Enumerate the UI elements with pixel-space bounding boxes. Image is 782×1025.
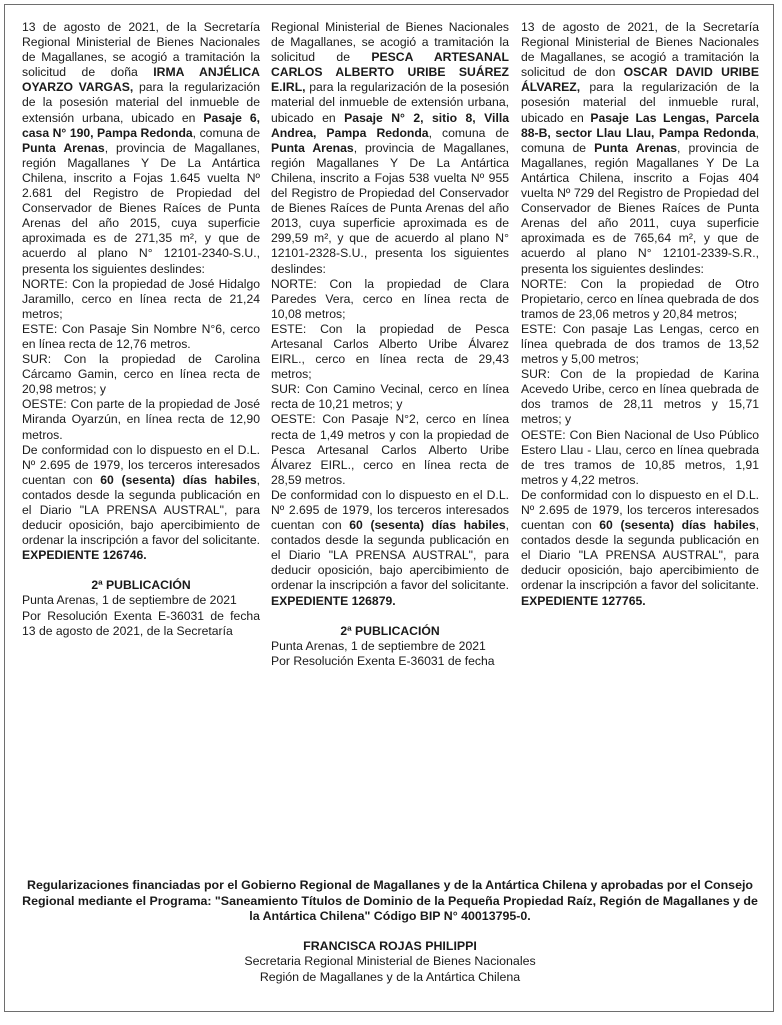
body-text: , comuna de xyxy=(428,125,509,140)
body-text: 13 de agosto de 2021, de la Secretaría Regional Ministerial de Bienes Nacionales de Magallanes, se acogió a tramitación la solicitud de doña xyxy=(22,20,260,80)
publication-date: Punta Arenas, 1 de septiembre de 2021 xyxy=(22,593,237,608)
commune-name: Punta Arenas xyxy=(22,140,105,155)
commune-name: Punta Arenas xyxy=(271,140,354,155)
body-text: para la regularización de la posesión material del inmueble rural, ubicado en xyxy=(521,80,759,125)
body-text: , contados desde la segunda publicación en el Diario "LA PRENSA AUSTRAL", para deducir oposición, bajo apercibimiento de ordenar la inscripción a favor del solicitante. xyxy=(22,472,261,548)
body-text: , provincia de Magallanes, región Magallanes Y De La Antártica Chilena, inscrito a Fojas 1.645 vuelta Nº 2.681 del Registro de Propiedad del Conservador de Bienes Raíces de Punta Arenas del año 2015, cuya superficie aproximada es de 271,35 m², y que de acuerdo al plano N° 12101-2340-S.U., presenta los siguientes deslindes: xyxy=(22,140,260,276)
column-3 xyxy=(521,20,759,609)
signatory-name: FRANCISCA ROJAS PHILIPPI xyxy=(303,938,477,953)
deadline-days: 60 (sesenta) días habiles xyxy=(100,472,257,487)
body-text: , contados desde la segunda publicación en el Diario "LA PRENSA AUSTRAL", para deducir oposición, bajo apercibimiento de ordenar la inscripción a favor del solicitante. xyxy=(271,518,510,593)
boundary-north: NORTE: Con la propiedad de Otro Propietario, cerco en línea quebrada de dos tramos de 23,06 metros y 20,84 metros; xyxy=(521,276,759,321)
column-1 xyxy=(22,20,260,639)
deadline-days: 60 (sesenta) días habiles xyxy=(349,518,506,533)
boundary-north: NORTE: Con la propiedad de Clara Paredes Vera, cerco en línea recta de 10,08 metros; xyxy=(271,276,509,321)
body-text: , comuna de xyxy=(192,125,261,140)
notice-body xyxy=(22,20,260,277)
body-text: , contados desde la segunda publicación en el Diario "LA PRENSA AUSTRAL", para deducir oposición, bajo apercibimiento de ordenar la inscripción a favor del solicitante. xyxy=(521,518,760,593)
body-text: , provincia de Magallanes, región Magallanes Y De La Antártica Chilena, inscrito a Fojas 404 vuelta Nº 729 del Registro de Propiedad del Conservador de Bienes Raíces de Punta Arenas del año 2011, cuya superficie aproximada es de 765,64 m², y que de acuerdo al plano N° 12101-2339-S.R., presenta los siguientes deslindes: xyxy=(521,140,759,276)
footer xyxy=(20,878,760,985)
body-text: Regional Ministerial de Bienes Nacionales de Magallanes, se acogió a tramitación la solicitud de xyxy=(271,20,509,65)
applicant-name: IRMA ANJÉLICA OYARZO VARGAS, xyxy=(22,65,260,95)
body-text: De conformidad con lo dispuesto en el D.L. Nº 2.695 de 1979, los terceros interesados cuentan con xyxy=(521,487,759,533)
boundary-west: OESTE: Con parte de la propiedad de José Miranda Oyarzún, en línea recta de 12,90 metros. xyxy=(22,397,260,442)
boundary-south: SUR: Con de la propiedad de Karina Acevedo Uribe, cerco en línea quebrada de dos tramos de 28,11 metros y 15,71 metros; y xyxy=(521,367,759,427)
commune-name: Punta Arenas xyxy=(594,140,678,155)
boundary-north: NORTE: Con la propiedad de José Hidalgo Jaramillo, cerco en línea recta de 21,24 metros; xyxy=(22,276,260,321)
applicant-name: PESCA ARTESANAL CARLOS ALBERTO URIBE SUÁREZ E.IRL, xyxy=(271,50,510,95)
column-2 xyxy=(271,20,509,669)
body-text: De conformidad con lo dispuesto en el D.L. Nº 2.695 de 1979, los terceros interesados cuentan con xyxy=(22,442,260,487)
body-text: 13 de agosto de 2021, de la Secretaría Regional Ministerial de Bienes Nacionales de Magallanes, se acogió a tramitación la solicitud de don xyxy=(521,20,759,80)
boundary-west: OESTE: Con Bien Nacional de Uso Público Estero Llau - Llau, cerco en línea quebrada de tres tramos de 10,85 metros, 1,91 metros y 4,22 metros. xyxy=(521,427,759,487)
deadline-days: 60 (sesenta) días habiles xyxy=(599,518,756,533)
signatory-title: Secretaria Regional Ministerial de Bienes Nacionales xyxy=(244,954,536,968)
property-address: Pasaje 6, casa N° 190, Pampa Redonda xyxy=(22,110,260,140)
signatory-region: Región de Magallanes y de la Antártica Chilena xyxy=(259,969,521,984)
resolution-line: Por Resolución Exenta E-36031 de fecha xyxy=(271,653,495,668)
body-text: para la regularización de la posesión material del inmueble de extensión urbana, ubicado en xyxy=(271,80,509,125)
notice-body xyxy=(271,20,509,277)
notice-closing xyxy=(271,488,509,609)
funding-note: Regularizaciones financiadas por el Gobierno Regional de Magallanes y de la Antártica Chilena y aprobadas por el Consejo Regional mediante el Programa: "Saneamiento Títulos de Dominio de la Pequeña Propiedad Raíz, Región de Magallanes y de la Antártica Chilena" Código BIP N° 40013795-0. xyxy=(22,878,758,923)
body-text: , comuna de xyxy=(521,125,759,155)
expediente-number: EXPEDIENTE 126879. xyxy=(271,593,396,608)
publication-date: Punta Arenas, 1 de septiembre de 2021 xyxy=(271,638,486,653)
resolution-line: Por Resolución Exenta E-36031 de fecha 13 de agosto de 2021, de la Secretaría xyxy=(22,608,260,638)
boundary-south: SUR: Con la propiedad de Carolina Cárcamo Gamin, cerco en línea recta de 20,98 metros; y xyxy=(22,352,260,397)
boundary-west: OESTE: Con Pasaje N°2, cerco en línea recta de 1,49 metros y con la propiedad de Pesca Artesanal Carlos Alberto Uribe Álvarez EIRL., cerco en línea recta de 28,59 metros. xyxy=(271,412,509,487)
publication-heading: 2ª PUBLICACIÓN xyxy=(340,623,440,638)
boundary-south: SUR: Con Camino Vecinal, cerco en línea recta de 10,21 metros; y xyxy=(271,382,509,412)
property-address: Pasaje Las Lengas, Parcela 88-B, sector Llau Llau, Pampa Redonda xyxy=(521,110,759,140)
applicant-name: OSCAR DAVID URIBE ÁLVAREZ, xyxy=(521,65,759,95)
boundary-east: ESTE: Con pasaje Las Lengas, cerco en línea quebrada de dos tramos de 13,52 metros y 5,00 metros; xyxy=(521,321,759,367)
property-address: Pasaje N° 2, sitio 8, Villa Andrea, Pampa Redonda xyxy=(271,110,509,140)
body-text: para la regularización de la posesión material del inmueble de extensión urbana, ubicado en xyxy=(22,80,260,125)
body-text: De conformidad con lo dispuesto en el D.L. Nº 2.695 de 1979, los terceros interesados cuentan con xyxy=(271,487,509,533)
boundary-east: ESTE: Con Pasaje Sin Nombre N°6, cerco en línea recta de 12,76 metros. xyxy=(22,321,260,351)
boundary-east: ESTE: Con la propiedad de Pesca Artesanal Carlos Alberto Uribe Álvarez EIRL., cerco en línea recta de 29,43 metros; xyxy=(271,321,509,382)
notice-body xyxy=(521,20,759,277)
body-text: , provincia de Magallanes, región Magallanes Y De La Antártica Chilena, inscrito a Fojas 538 vuelta Nº 955 del Registro de Propiedad del Conservador de Bienes Raíces de Punta Arenas del año 2013, cuya superficie aproximada es de 299,59 m², y que de acuerdo al plano N° 12101-2328-S.U., presenta los siguientes deslindes: xyxy=(271,140,509,276)
notice-closing xyxy=(521,488,759,609)
notice-closing xyxy=(22,443,260,564)
expediente-number: EXPEDIENTE 127765. xyxy=(521,593,646,608)
expediente-number: EXPEDIENTE 126746. xyxy=(22,548,147,563)
publication-heading: 2ª PUBLICACIÓN xyxy=(91,578,191,593)
